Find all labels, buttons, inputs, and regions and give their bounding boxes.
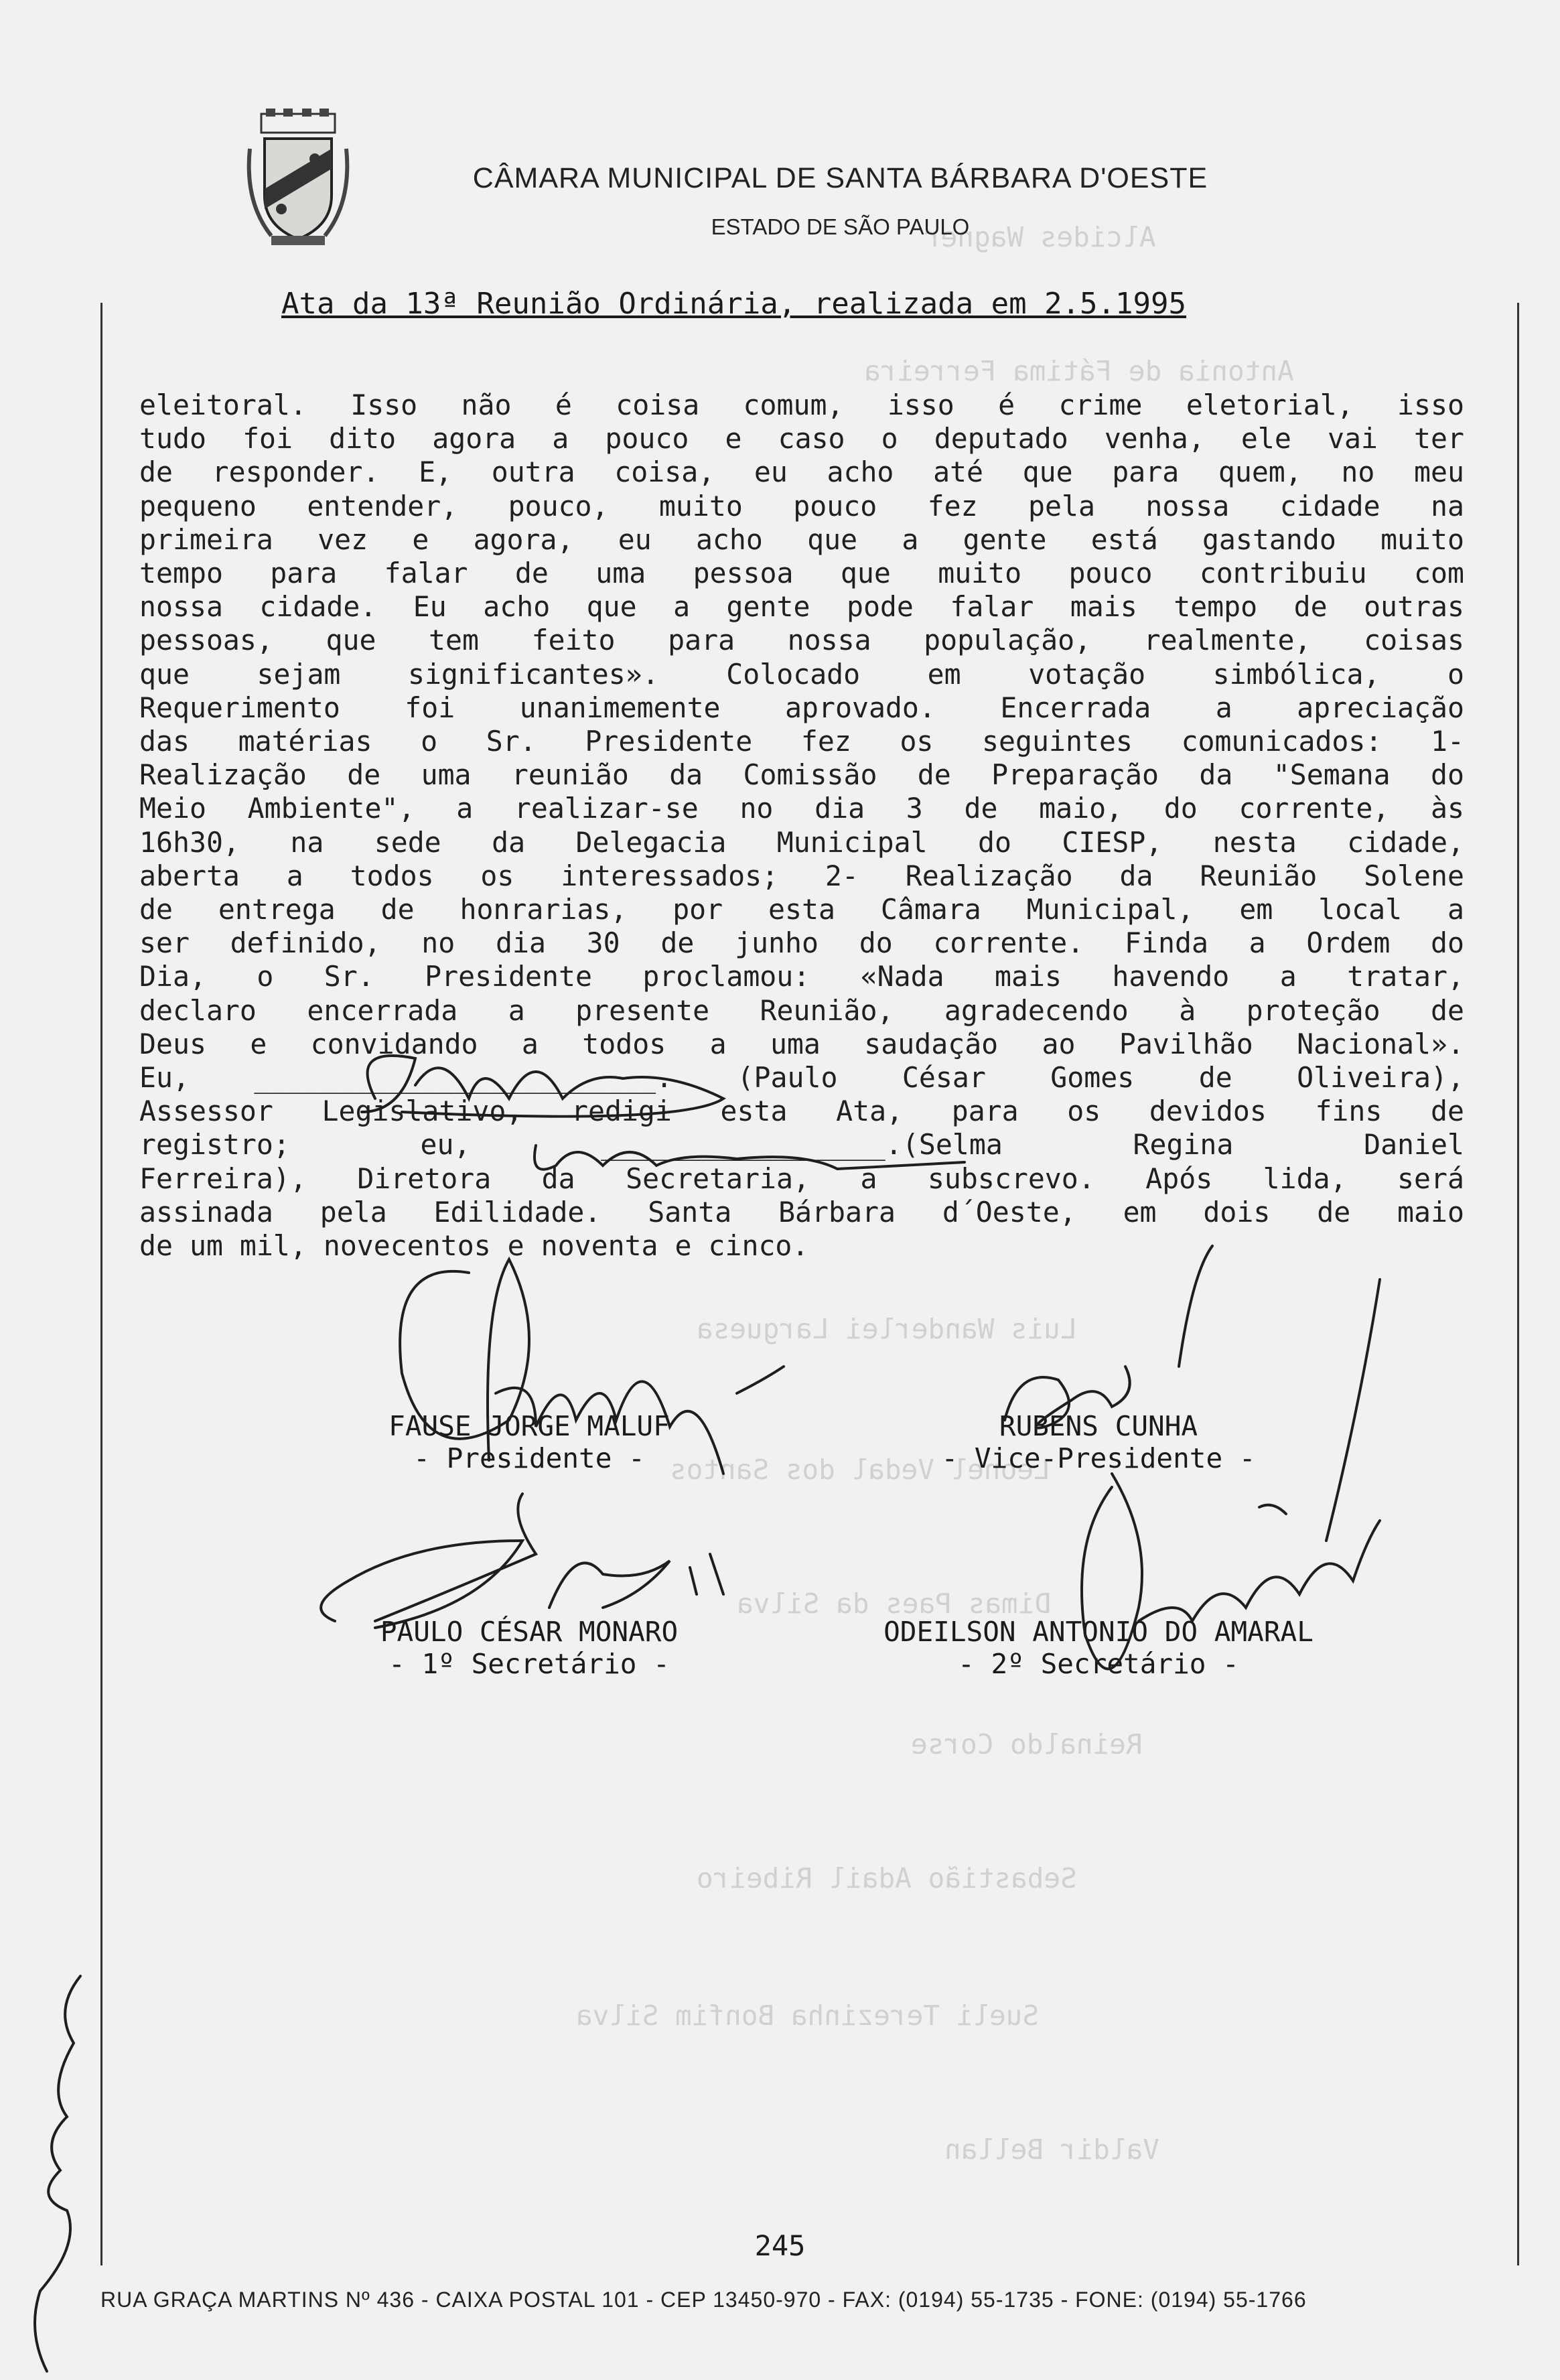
signature-margin	[35, 1976, 80, 2371]
document-title: Ata da 13ª Reunião Ordinária, realizada em 2.5.1995	[281, 287, 1187, 321]
body-line: de entrega de honrarias, por esta Câmara Municipal, em local a	[139, 893, 1464, 926]
body-line: Deus e convidando a todos a uma saudação ao Pavilhão Nacional».	[139, 1027, 1464, 1060]
body-line: que sejam significantes». Colocado em votação simbólica, o	[139, 657, 1464, 691]
state-name: ESTADO DE SÃO PAULO	[711, 214, 970, 239]
signature-assessor	[362, 1056, 723, 1117]
body-line: das matérias o Sr. Presidente fez os seguintes comunicados: 1-	[139, 725, 1464, 758]
body-line: tudo foi dito agora a pouco e caso o deputado venha, ele vai ter	[139, 422, 1464, 456]
footer-address: RUA GRAÇA MARTINS Nº 436 - CAIXA POSTAL 101 - CEP 13450-970 - FAX: (0194) 55-1735 - FONE: (0194) 55-1766	[100, 2288, 1307, 2312]
body-line: Realização de uma reunião da Comissão de Preparação da "Semana do	[139, 758, 1464, 792]
bleed-through-text: Valdir Bellan	[944, 2133, 1159, 2166]
signatory-name: FAUSE JORGE MALUF	[388, 1410, 670, 1442]
bleed-through-text: Antonia de Fátima Ferreira	[864, 355, 1294, 387]
body-line: eleitoral. Isso não é coisa comum, isso é crime eletorial, isso	[139, 389, 1464, 421]
body-line: de responder. E, outra coisa, eu acho até que para quem, no meu	[139, 456, 1464, 489]
body-line: registro; eu, _________________.(Selma Regina Daniel	[139, 1128, 1464, 1162]
body-line: tempo para falar de uma pessoa que muito pouco contribuiu com	[139, 557, 1464, 590]
bleed-through-text: Sueli Terezinha Bonfim Silva	[576, 2000, 1040, 2032]
signature-president	[400, 1259, 784, 1474]
signatory-role: - Presidente -	[413, 1442, 645, 1474]
body-line: declaro encerrada a presente Reunião, agradecendo à proteção de	[139, 993, 1464, 1027]
signatory-name: ODEILSON ANTONIO DO AMARAL	[883, 1616, 1314, 1648]
body-line: ser definido, no dia 30 de junho do corrente. Finda a Ordem do	[139, 926, 1464, 960]
body-line: Meio Ambiente", a realizar-se no dia 3 de maio, do corrente, às	[139, 792, 1464, 825]
page-number: 245	[754, 2229, 806, 2262]
signature-first-secretary	[321, 1494, 723, 1628]
institution-name: CÂMARA MUNICIPAL DE SANTA BÁRBARA D'OESTE	[472, 162, 1208, 194]
body-line: Dia, o Sr. Presidente proclamou: «Nada mais havendo a tratar,	[139, 960, 1464, 993]
bleed-through-text: Luis Wanderlei Larguesa	[697, 1313, 1077, 1345]
body-line: de um mil, novecentos e noventa e cinco.	[139, 1229, 809, 1263]
signatory-role: - Vice-Presidente -	[941, 1442, 1256, 1474]
bleed-through-text: Dimas Paes da Silva	[737, 1588, 1051, 1620]
bleed-through-text: Reinaldo Corse	[911, 1728, 1143, 1760]
body-line: assinada pela Edilidade. Santa Bárbara d´Oeste, em dois de maio	[139, 1195, 1464, 1229]
body-line: pequeno entender, pouco, muito pouco fez pela nossa cidade na	[139, 489, 1464, 522]
signatory-name: PAULO CÉSAR MONARO	[380, 1616, 679, 1648]
signatory-role: - 1º Secretário -	[388, 1648, 670, 1680]
bleed-through-text: Sebastião Adail Ribeiro	[697, 1862, 1077, 1894]
body-line: pessoas, que tem feito para nossa população, realmente, coisas	[139, 624, 1464, 657]
body-line: nossa cidade. Eu acho que a gente pode falar mais tempo de outras	[139, 590, 1464, 624]
signatory-name: RUBENS CUNHA	[999, 1410, 1198, 1442]
signature-director	[535, 1145, 965, 1170]
signatory-role: - 2º Secretário -	[958, 1648, 1239, 1680]
body-line: Eu, ________________________. (Paulo César Gomes de Oliveira),	[139, 1061, 1464, 1095]
body-line: Assessor Legislativo, redigi esta Ata, para os devidos fins de	[139, 1095, 1464, 1128]
bleed-through-text: Leonel Vedal dos Santos	[670, 1454, 1050, 1486]
bleed-through-text: Alcides Wagner	[924, 221, 1156, 253]
signature-vice-president	[1005, 1246, 1380, 1541]
body-line: primeira vez e agora, eu acho que a gente está gastando muito	[139, 522, 1464, 556]
body-line: Ferreira), Diretora da Secretaria, a subscrevo. Após lida, será	[139, 1162, 1464, 1195]
body-line: Requerimento foi unanimemente aprovado. Encerrada a apreciação	[139, 691, 1464, 724]
body-line: 16h30, na sede da Delegacia Municipal do CIESP, nesta cidade,	[139, 825, 1464, 859]
body-line: aberta a todos os interessados; 2- Realização da Reunião Solene	[139, 859, 1464, 892]
